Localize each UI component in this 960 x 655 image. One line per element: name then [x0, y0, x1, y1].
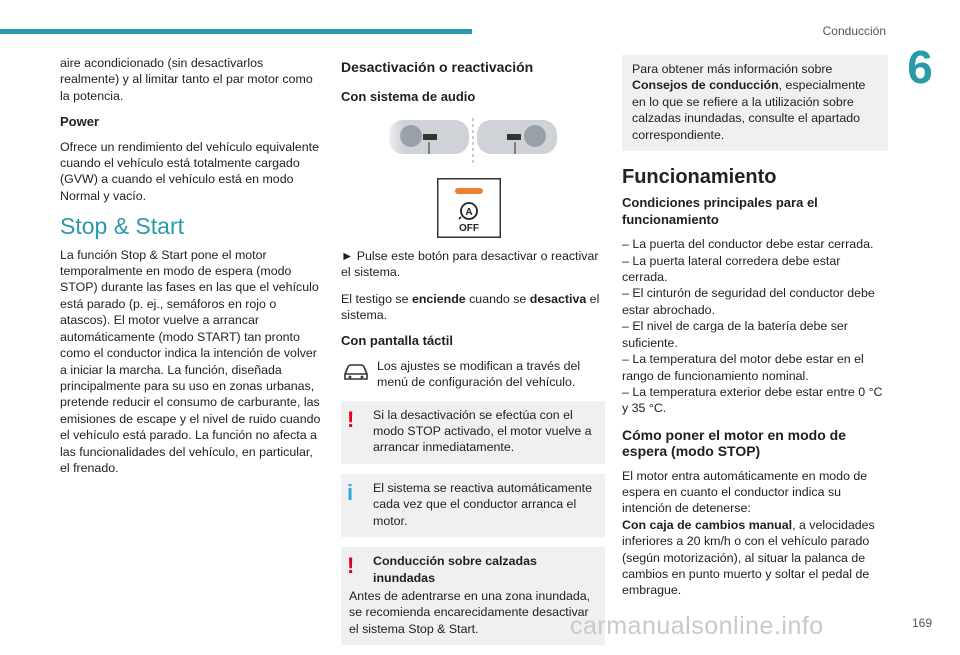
column-middle: [341, 55, 605, 655]
driving-advice-note: [622, 55, 888, 151]
warning-note-stop-mode: [341, 401, 605, 464]
steering-wheel-controls-figure: [341, 114, 605, 170]
chapter-number: 6: [907, 41, 933, 93]
page-number: 169: [911, 616, 932, 630]
section-title: Conducción: [822, 24, 886, 38]
conditions-heading: Condiciones principales para el funcionamiento: [622, 195, 818, 227]
off-label: OFF: [459, 222, 479, 234]
stop-start-heading: Stop & Start: [60, 213, 185, 240]
info-icon: i: [347, 479, 354, 505]
warning-note-text: Si la desactivación se efectúa con el modo STOP activado, el motor vuelve a arrancar inmediatamente.: [373, 407, 592, 455]
stop-start-off-button-figure: [437, 178, 501, 238]
power-heading: Power: [60, 114, 100, 130]
svg-text:A: A: [465, 206, 473, 218]
list-item: – El cinturón de seguridad del conductor debe estar abrochado.: [622, 286, 875, 317]
warning-exclamation-icon: !: [347, 553, 355, 579]
manual-gearbox-paragraph: Con caja de cambios manual, a velocidades inferiores a 20 km/h o con el vehículo parado (según motorización), al situar la palanca de cambios en punto muerto y soltar el pedal de embrague.: [622, 517, 875, 598]
column-left: [60, 55, 322, 486]
power-paragraph: Ofrece un rendimiento del vehículo equivalente cuando el vehículo está totalmente cargado (GVW) a cuando el vehículo está en modo Normal y vacío.: [60, 139, 319, 203]
list-item: – La puerta del conductor debe estar cerrada.: [622, 237, 874, 252]
column-right: [622, 55, 888, 609]
touchscreen-settings-note: [341, 358, 605, 391]
car-settings-icon: [341, 360, 371, 382]
warning-lamp-paragraph: El testigo se enciende cuando se desactiva el sistema.: [341, 291, 600, 323]
operation-heading: Funcionamiento: [622, 166, 777, 189]
watermark: carmanualsonline.info: [570, 612, 824, 640]
info-note-text: El sistema se reactiva automáticamente cada vez que el conductor arranca el motor.: [373, 480, 592, 528]
conditions-list: [622, 236, 888, 416]
list-item: – La temperatura exterior debe estar entre 0 °C y 35 °C.: [622, 384, 883, 416]
driving-advice-text: Para obtener más información sobre Consejos de conducción, especialmente en lo que se refiere a la utilización sobre calzadas inundadas, consulte el apartado correspondiente.: [632, 62, 866, 142]
deactivation-heading: Desactivación o reactivación: [341, 59, 534, 75]
intro-paragraph: aire acondicionado (sin desactivarlos realmente) y al limitar tanto el par motor como la potencia.: [60, 56, 313, 103]
touchscreen-settings-text: Los ajustes se modifican a través del menú de configuración del vehículo.: [377, 358, 581, 390]
header-accent-bar: [0, 29, 472, 34]
stop-mode-heading: Cómo poner el motor en modo de espera (modo STOP): [622, 426, 847, 460]
info-note-reactivation: [341, 474, 605, 537]
touchscreen-heading: Con pantalla táctil: [341, 333, 453, 349]
steering-wheel-icon: [341, 114, 605, 170]
warning-note-flooded-roads: [341, 547, 605, 645]
warning-exclamation-icon: !: [347, 406, 355, 432]
stop-start-off-icon: [437, 178, 501, 238]
list-item: – La temperatura del motor debe estar en el rango de funcionamiento nominal.: [622, 352, 864, 383]
audio-system-heading: Con sistema de audio: [341, 89, 476, 105]
stop-mode-paragraph: El motor entra automáticamente en modo de espera en cuanto el conductor indica su intención de detenerse:: [622, 468, 868, 516]
list-item: – La puerta lateral corredera debe estar cerrada.: [622, 253, 841, 285]
list-item: – El nivel de carga de la batería debe ser suficiente.: [622, 319, 848, 350]
flooded-roads-text: Antes de adentrarse en una zona inundada, se recomienda encarecidamente desactivar el sistema Stop & Start.: [349, 588, 591, 636]
stop-start-paragraph: La función Stop & Start pone el motor temporalmente en modo de espera (modo STOP) durante las fases en las que el vehículo está parado (p. ej., semáforos en rojo o atascos). El motor vuelve a arrancar automáticamente (modo START) tan pronto como el conductor indica la intención de volver a iniciar la marcha. La función, diseñada principalmente para su uso en zonas urbanas, pretende reducir el consumo de carburante, las emisiones de escape y el nivel de ruido cuando el vehículo está parado. La función no afecta a las funcionalidades del vehículo, en particular, el frenado.: [60, 247, 321, 475]
press-button-instruction: ► Pulse este botón para desactivar o reactivar el sistema.: [341, 248, 599, 280]
flooded-roads-title: Conducción sobre calzadas inundadas: [373, 554, 537, 585]
